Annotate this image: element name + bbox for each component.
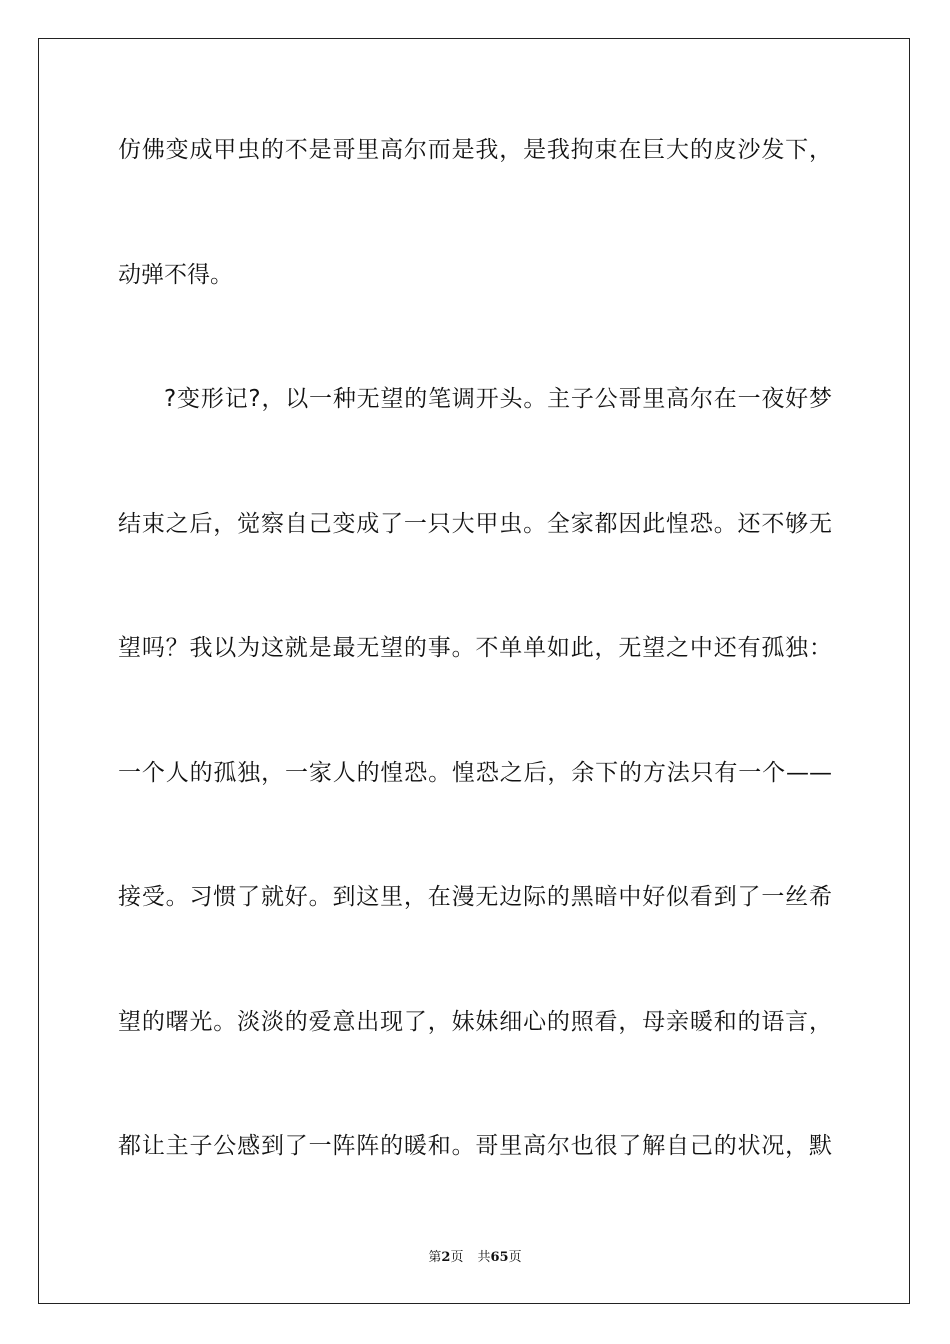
- text-line-1: 仿佛变成甲虫的不是哥里高尔而是我，是我拘束在巨大的皮沙发下，: [118, 137, 832, 163]
- text-line-6: 一个人的孤独，一家人的惶恐。惶恐之后，余下的方法只有一个——: [118, 760, 832, 786]
- text-line-9: 都让主子公感到了一阵阵的暖和。哥里高尔也很了解自己的状况，默: [118, 1133, 832, 1159]
- text-line-2: 动弹不得。: [118, 262, 233, 288]
- text-line-3: ?变形记?，以一种无望的笔调开头。主子公哥里高尔在一夜好梦: [164, 386, 832, 412]
- text-line-8: 望的曙光。淡淡的爱意出现了，妹妹细心的照看，母亲暖和的语言，: [118, 1009, 832, 1035]
- text-line-7: 接受。习惯了就好。到这里，在漫无边际的黑暗中好似看到了一丝希: [118, 884, 832, 910]
- text-line-4: 结束之后，觉察自己变成了一只大甲虫。全家都因此惶恐。还不够无: [118, 511, 832, 537]
- page-suffix: 页: [450, 1250, 464, 1265]
- page-number: 2: [441, 1250, 451, 1265]
- total-prefix: 共: [477, 1250, 491, 1265]
- page-prefix: 第: [428, 1250, 442, 1265]
- total-pages: 65: [490, 1250, 509, 1265]
- text-line-5: 望吗？我以为这就是最无望的事。不单单如此，无望之中还有孤独：: [118, 635, 832, 661]
- total-suffix: 页: [508, 1250, 522, 1265]
- page-border: [38, 38, 910, 1304]
- page-footer: [0, 1246, 950, 1265]
